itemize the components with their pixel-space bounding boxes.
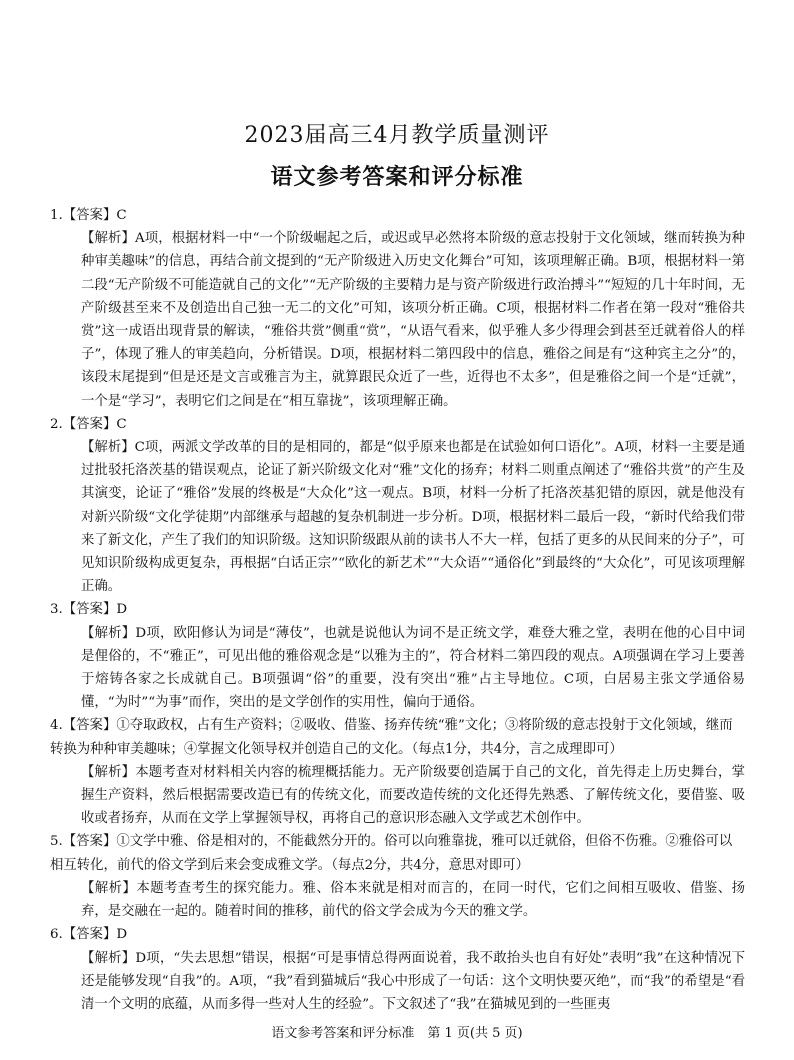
question-5 <box>50 830 745 923</box>
answer-list <box>50 204 745 1016</box>
explanation: 【解析】D项，欧阳修认为词是“薄伎”，也就是说他认为词不是正统文学，难登大雅之堂，表明在他的心目中词是俚俗的，不“雅正”，可见出他的雅俗观念是“以雅为主的”，符合材料二第四段的观点。A项强调在学习上要善于熔铸各家之长成就自己。B项强调“俗”的重要，没有突出“雅”占主导地位。C项，白居易主张文学通俗易懂，“为时”“为事”而作，突出的是文学创作的实用性，偏向于通俗。 <box>81 625 745 711</box>
page-subtitle: 语文参考答案和评分标准 <box>270 165 524 190</box>
question-6 <box>50 923 745 1016</box>
question-3 <box>50 598 745 714</box>
answer-line: 6.【答案】D <box>50 927 128 943</box>
answer-line: 3.【答案】D <box>50 602 128 618</box>
answer-line: 4.【答案】①夺取政权，占有生产资料；②吸收、借鉴、扬弃传统“雅”文化；③将阶级的意志投射于文化领域，继而转换为种种审美趣味；④掌握文化领导权并创造自己的文化。（每点1分，共4分，言之成理即可） <box>50 718 733 757</box>
explanation: 【解析】D项，“失去思想”错误，根据“可是事情总得两面说着，我不敢抬头也自有好处”表明“我”在这种情况下还是能够发现“自我”的。A项，“我”看到猫城后“我心中形成了一句话：这个文明快要灭绝”，而“我”的希望是“看清一个文明的底蕴，从而多得一些对人生的经验”。下文叙述了“我”在猫城见到的一些匪夷 <box>81 950 745 1012</box>
explanation: 【解析】A项，根据材料一中“一个阶级崛起之后，或迟或早必然将本阶级的意志投射于文化领域，继而转换为种种审美趣味”的信息，再结合前文提到的“无产阶级进入历史文化舞台”可知，该项理解正确。B项，根据材料一第二段“无产阶级不可能造就自己的文化”“无产阶级的主要精力是与资产阶级进行政治搏斗”“短短的几十年时间，无产阶级甚至来不及创造出自己独一无二的文化”可知，该项分析正确。C项，根据材料二作者在第一段对“雅俗共赏”这一成语出现背景的解读，“雅俗共赏”侧重“赏”，“从语气看来，似乎雅人多少得理会到甚至迁就着俗人的样子”，体现了雅人的审美趋向，分析错误。D项，根据材料二第四段中的信息，雅俗之间是有“这种宾主之分”的，该段末尾提到“但是还是文言或雅言为主，就算跟民众近了一些，近得也不太多”，但是雅俗之间一个是“迁就”，一个是“学习”，表明它们之间是在“相互靠拢”，该项理解正确。 <box>81 231 745 409</box>
explanation: 【解析】C项，两派文学改革的目的是相同的，都是“似乎原来也都是在试验如何口语化”。A项，材料一主要是通过批驳托洛茨基的错误观点，论证了新兴阶级文化对“雅”文化的扬弃；材料二则重点阐述了“雅俗共赏”的产生及其演变，论证了“雅俗”发展的终极是“大众化”这一观点。B项，材料一分析了托洛茨基犯错的原因，就是他没有对新兴阶级“文化学徒期”内部继承与超越的复杂机制进一步分析。D项，根据材料二最后一段，“新时代给我们带来了新文化，产生了我们的知识阶级。这知识阶级跟从前的读书人不大一样，包括了更多的从民间来的分子”，可见知识阶级构成更复杂，再根据“白话正宗”“欧化的新艺术”“大众语”“通俗化”到最终的“大众化”，可见该项理解正确。 <box>81 440 745 595</box>
answer-line: 5.【答案】①文学中雅、俗是相对的，不能截然分开的。俗可以向雅靠拢，雅可以迁就俗，但俗不伤雅。②雅俗可以相互转化，前代的俗文学到后来会变成雅文学。（每点2分，共4分，意思对即可） <box>50 834 733 873</box>
page-title: 2023届高三4月教学质量测评 <box>244 123 550 148</box>
page-footer: 语文参考答案和评分标准 第 1 页(共 5 页) <box>271 1026 523 1041</box>
explanation: 【解析】本题考查考生的探究能力。雅、俗本来就是相对而言的，在同一时代，它们之间相互吸收、借鉴、扬弃，是交融在一起的。随着时间的推移，前代的俗文学会成为今天的雅文学。 <box>81 880 745 920</box>
answer-line: 1.【答案】C <box>50 208 127 223</box>
explanation: 【解析】本题考查对材料相关内容的梳理概括能力。无产阶级要创造属于自己的文化，首先得走上历史舞台，掌握生产资料，然后根据需要改造已有的传统文化，而要改造传统的文化还得先熟悉、了解传统文化，要借鉴、吸收或者扬弃，从而在文学上掌握领导权，再将自己的意识形态融入文学或艺术创作中。 <box>81 764 745 827</box>
answer-line: 2.【答案】C <box>50 416 127 432</box>
question-1 <box>50 204 745 413</box>
question-2 <box>50 413 745 599</box>
question-4 <box>50 714 745 830</box>
